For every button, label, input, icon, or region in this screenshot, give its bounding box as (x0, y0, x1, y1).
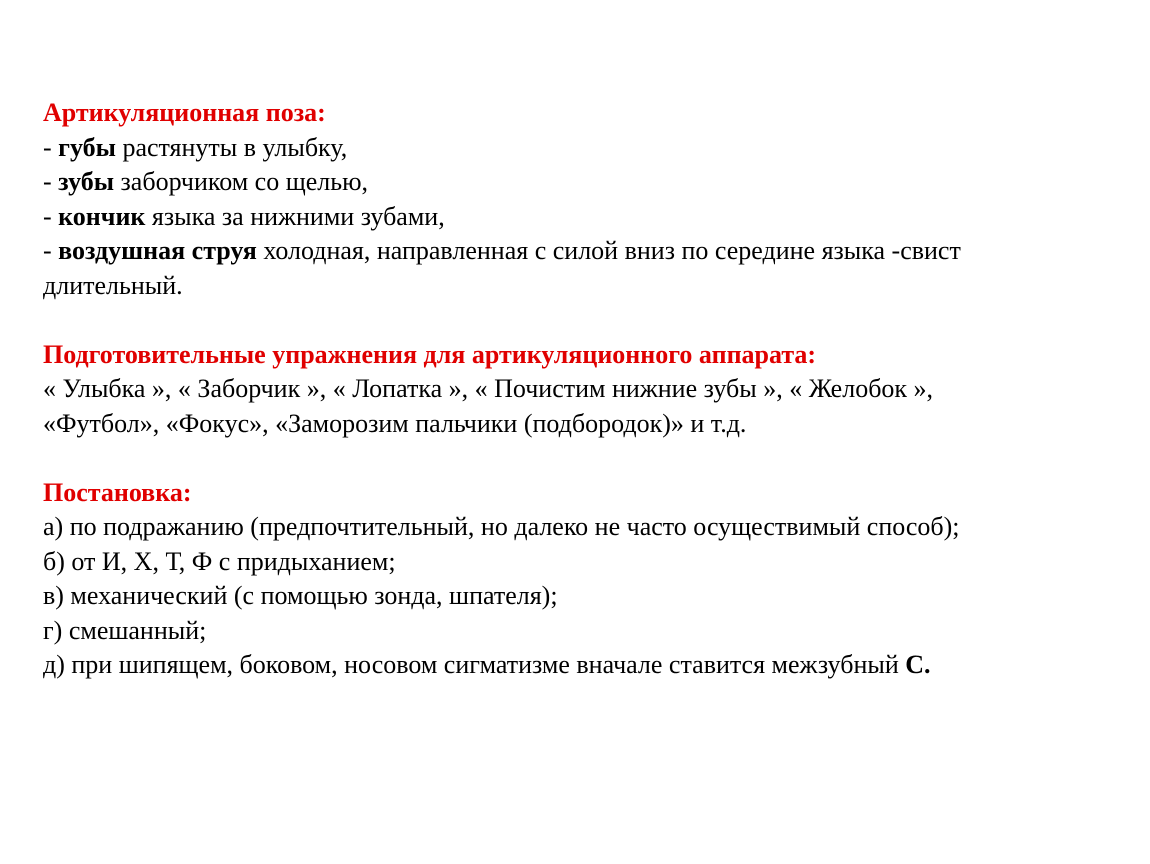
spacer (43, 441, 1123, 476)
staging-item-g: г) смешанный; (43, 615, 207, 645)
heading-articulation-pose: Артикуляционная поза: (43, 98, 326, 127)
pose-item-teeth (43, 165, 1123, 200)
item-prefix: - (43, 201, 59, 231)
item-text: языка за нижними зубами, (145, 201, 445, 231)
staging-item-b: б) от И, Х, Т, Ф с придыханием; (43, 546, 396, 576)
staging-item-v: в) механический (с помощью зонда, шпателя); (43, 581, 558, 610)
item-prefix: - (43, 167, 59, 196)
item-bold-term: губы (58, 132, 116, 162)
exercises-line-1: « Улыбка », « Заборчик », « Лопатка », « Почистим нижние зубы », « Желобок », (43, 374, 934, 403)
staging-item-d (43, 648, 1123, 683)
item-prefix: - (43, 236, 59, 265)
item-text: д) при шипящем, боковом, носовом сигматизме вначале ставится межзубный (43, 650, 906, 679)
pose-item-air-stream (43, 234, 1063, 303)
staging-item-a: а) по подражанию (предпочтительный, но далеко не часто осуществимый способ); (43, 512, 960, 541)
item-bold-term: кончик (58, 201, 146, 231)
pose-item-tongue-tip (43, 200, 1123, 235)
heading-preparatory-exercises: Подготовительные упражнения для артикуляционного аппарата: (43, 339, 817, 369)
heading-staging: Постановка: (43, 477, 192, 507)
spacer (43, 303, 1123, 338)
item-bold-term: зубы (58, 167, 115, 196)
item-text: холодная, направленная с силой вниз по середине языка -свист длительный. (43, 236, 961, 300)
exercises-line-2: «Футбол», «Фокус», «Заморозим пальчики (подбородок)» и т.д. (43, 408, 747, 438)
item-text: растянуты в улыбку, (115, 132, 348, 162)
pose-item-lips (43, 131, 1123, 166)
item-bold-term: воздушная струя (58, 236, 257, 265)
item-bold-term: С. (905, 650, 931, 679)
slide-content (43, 96, 1123, 683)
item-text: заборчиком со щелью, (114, 167, 369, 196)
item-prefix: - (43, 132, 59, 162)
